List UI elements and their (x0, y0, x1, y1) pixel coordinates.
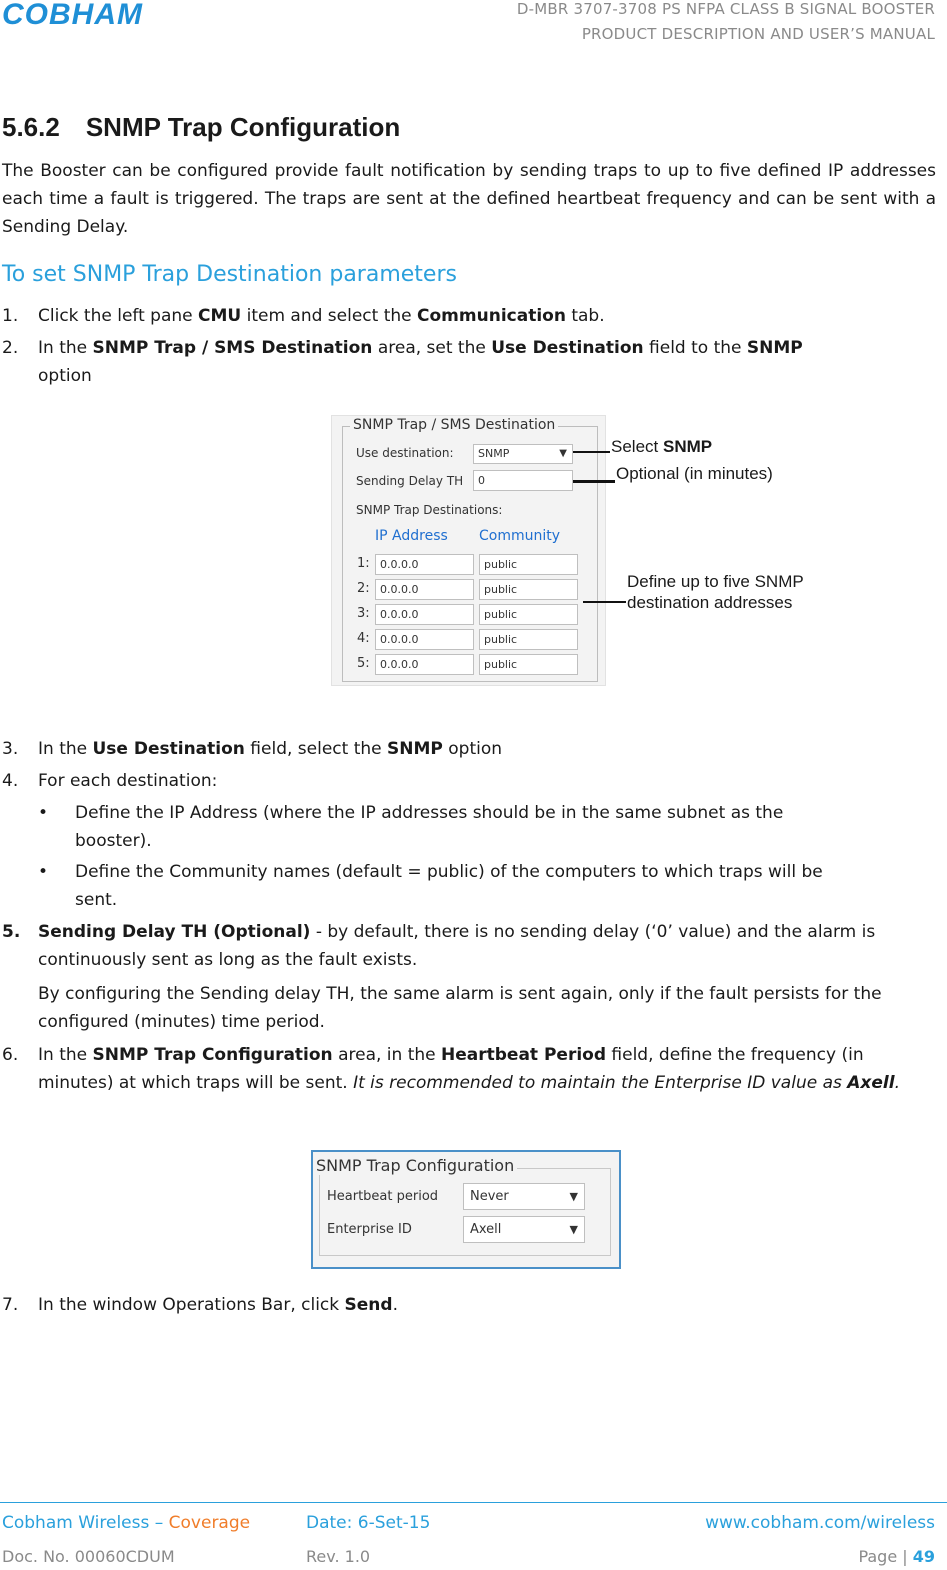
callout-define-line2: destination addresses (627, 593, 793, 612)
community-input[interactable]: public (479, 654, 578, 675)
step-7: 7. In the window Operations Bar, click Send. (2, 1295, 398, 1315)
heartbeat-label: Heartbeat period (327, 1189, 439, 1204)
bullet-icon: • (38, 803, 49, 823)
step-6: 6. In the SNMP Trap Configuration area, in the Heartbeat Period field, define the frequency (in minutes) at which traps will be sent. It is recommended to maintain the Enterprise ID value as Axell. (2, 1045, 900, 1093)
snmp-trap-configuration-screenshot (311, 1150, 621, 1269)
doc-title-line2: PRODUCT DESCRIPTION AND USER’S MANUAL (581, 25, 935, 43)
heartbeat-period-select[interactable]: Never ▼ (463, 1183, 585, 1210)
footer-page: Page | 49 (858, 1547, 935, 1566)
trap-config-legend: SNMP Trap Configuration (313, 1156, 517, 1175)
callout-line-select (573, 451, 610, 453)
step-3: 3. In the Use Destination field, select the SNMP option (2, 739, 503, 759)
row-number: 5: (357, 656, 370, 671)
callout-line-define (583, 601, 626, 603)
section-number: 5.6.2 (2, 112, 60, 142)
bullet-ip-address: • Define the IP Address (where the IP addresses should be in the same subnet as the booster). (38, 799, 828, 855)
bullet-icon: • (38, 862, 49, 882)
step-2: 2. In the SNMP Trap / SMS Destination area, set the Use Destination field to the SNMP option (2, 338, 803, 386)
dropdown-arrow-icon: ▼ (559, 448, 567, 459)
community-input[interactable]: public (479, 629, 578, 650)
intro-paragraph: The Booster can be configured provide fault notification by sending traps to up to five defined IP addresses each time a fault is triggered. The traps are sent at the defined heartbeat frequency and can be sent with a Sending Delay. (2, 161, 936, 237)
doc-title-line1: D-MBR 3707-3708 PS NFPA CLASS B SIGNAL BOOSTER (516, 0, 935, 18)
dropdown-arrow-icon: ▼ (569, 1223, 578, 1236)
step-4: 4. For each destination: (2, 771, 218, 791)
snmp-destination-screenshot (331, 415, 606, 686)
step-1: 1. Click the left pane CMU item and select the Communication tab. (2, 306, 605, 326)
procedure-heading: To set SNMP Trap Destination parameters (2, 262, 457, 287)
footer-company: Cobham Wireless – Coverage (2, 1513, 251, 1533)
sending-delay-input[interactable]: 0 (473, 470, 573, 491)
ip-address-column-header: IP Address (375, 528, 448, 544)
community-input[interactable]: public (479, 579, 578, 600)
callout-define-line1: Define up to five SNMP (627, 572, 804, 591)
footer-date: Date: 6-Set-15 (306, 1513, 431, 1533)
community-input[interactable]: public (479, 554, 578, 575)
community-input[interactable]: public (479, 604, 578, 625)
step-5-paragraph: By configuring the Sending delay TH, the same alarm is sent again, only if the fault persists for the configured (minutes) time period. (38, 984, 882, 1032)
dropdown-arrow-icon: ▼ (569, 1190, 578, 1203)
enterprise-id-label: Enterprise ID (327, 1222, 412, 1237)
ip-address-input[interactable]: 0.0.0.0 (375, 579, 474, 600)
row-number: 4: (357, 631, 370, 646)
step-5: 5. Sending Delay TH (Optional) - by default, there is no sending delay (‘0’ value) and the alarm is continuously sent as long as the fault exists. (2, 922, 876, 970)
section-heading (2, 112, 400, 143)
bullet-community: • Define the Community names (default = public) of the computers to which traps will be sent. (38, 858, 838, 914)
callout-select-snmp: Select SNMP (611, 437, 713, 456)
cobham-logo (2, 0, 198, 28)
ip-address-input[interactable]: 0.0.0.0 (375, 654, 474, 675)
destination-legend: SNMP Trap / SMS Destination (350, 417, 558, 433)
row-number: 3: (357, 606, 370, 621)
use-destination-label: Use destination: (356, 446, 454, 460)
use-destination-select[interactable]: SNMP ▼ (473, 444, 573, 464)
footer-revision: Rev. 1.0 (306, 1547, 371, 1566)
ip-address-input[interactable]: 0.0.0.0 (375, 554, 474, 575)
section-title: SNMP Trap Configuration (85, 112, 401, 142)
row-number: 1: (357, 556, 370, 571)
footer-doc-number: Doc. No. 00060CDUM (2, 1547, 175, 1566)
row-number: 2: (357, 581, 370, 596)
sending-delay-label: Sending Delay TH (356, 474, 464, 488)
callout-line-optional (573, 480, 615, 483)
ip-address-input[interactable]: 0.0.0.0 (375, 629, 474, 650)
footer-divider (0, 1502, 947, 1503)
callout-optional: Optional (in minutes) (616, 464, 773, 483)
footer-website[interactable]: www.cobham.com/wireless (705, 1513, 935, 1533)
enterprise-id-select[interactable]: Axell ▼ (463, 1216, 585, 1243)
community-column-header: Community (479, 528, 561, 544)
ip-address-input[interactable]: 0.0.0.0 (375, 604, 474, 625)
destinations-label: SNMP Trap Destinations: (356, 503, 503, 517)
svg-text:COBHAM: COBHAM (2, 0, 143, 28)
